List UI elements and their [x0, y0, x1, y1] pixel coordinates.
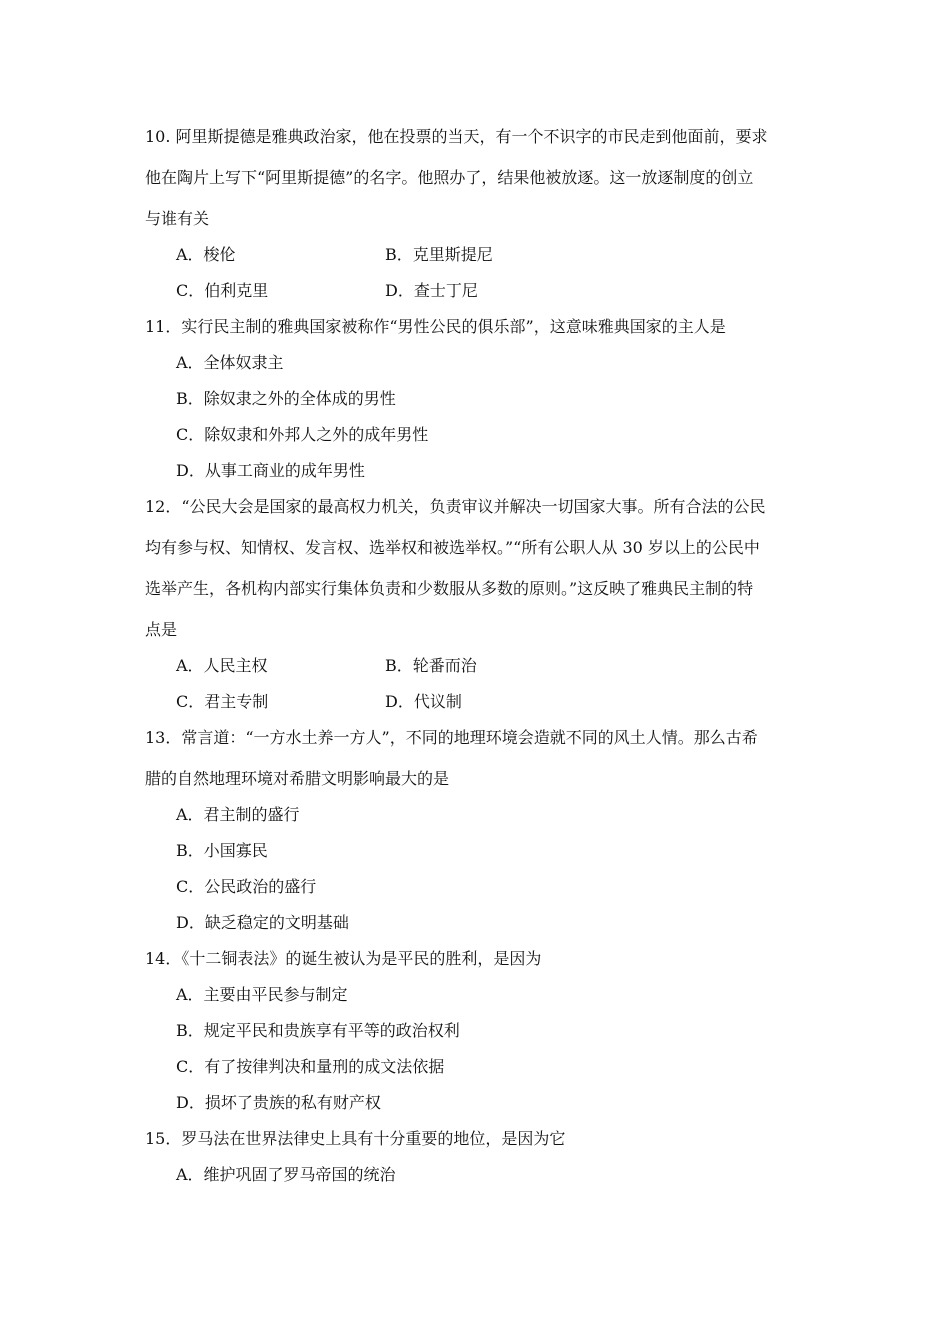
question-12-option-a: A．人民主权 — [176, 656, 268, 675]
question-11-option-d: D．从事工商业的成年男性 — [176, 461, 365, 480]
question-12-stem-line-4: 点是 — [145, 620, 178, 639]
question-10-option-a: A．梭伦 — [176, 245, 236, 264]
question-10-option-d: D．查士丁尼 — [385, 281, 478, 300]
question-12-option-d: D．代议制 — [385, 692, 462, 711]
question-15-stem-line-1: 15．罗马法在世界法律史上具有十分重要的地位，是因为它 — [145, 1129, 566, 1148]
question-13-option-d: D．缺乏稳定的文明基础 — [176, 913, 349, 932]
question-14-option-d: D．损坏了贵族的私有财产权 — [176, 1093, 381, 1112]
question-12-stem-line-1: 12．“公民大会是国家的最高权力机关，负责审议并解决一切国家大事。所有合法的公民 — [145, 497, 766, 516]
question-14-stem-line-1: 14．《十二铜表法》的诞生被认为是平民的胜利，是因为 — [145, 949, 542, 968]
question-13-option-c: C．公民政治的盛行 — [176, 877, 317, 896]
question-13-stem-line-1: 13．常言道：“一方水土养一方人”，不同的地理环境会造就不同的风土人情。那么古希 — [145, 728, 758, 747]
question-10-stem-line-1: 10. 阿里斯提德是雅典政治家，他在投票的当天，有一个不识字的市民走到他面前，要求 — [145, 127, 768, 146]
question-13-stem-line-2: 腊的自然地理环境对希腊文明影响最大的是 — [145, 769, 450, 788]
question-14-option-a: A．主要由平民参与制定 — [176, 985, 348, 1004]
question-10-option-b: B．克里斯提尼 — [385, 245, 493, 264]
question-13-option-b: B．小国寡民 — [176, 841, 268, 860]
question-11-option-a: A．全体奴隶主 — [176, 353, 284, 372]
question-13-option-a: A．君主制的盛行 — [176, 805, 300, 824]
question-12-stem-line-2: 均有参与权、知情权、发言权、选举权和被选举权。”“所有公职人从 30 岁以上的公民中 — [145, 538, 760, 557]
question-12-option-c: C．君主专制 — [176, 692, 269, 711]
question-11-option-c: C．除奴隶和外邦人之外的成年男性 — [176, 425, 429, 444]
question-15-option-a: A．维护巩固了罗马帝国的统治 — [176, 1165, 396, 1184]
question-12-stem-line-3: 选举产生，各机构内部实行集体负责和少数服从多数的原则。”这反映了雅典民主制的特 — [145, 579, 754, 598]
question-14-option-c: C．有了按律判决和量刑的成文法依据 — [176, 1057, 445, 1076]
question-10-stem-line-3: 与谁有关 — [145, 209, 210, 228]
question-10-stem-line-2: 他在陶片上写下“阿里斯提德”的名字。他照办了，结果他被放逐。这一放逐制度的创立 — [145, 168, 754, 187]
question-14-option-b: B．规定平民和贵族享有平等的政治权利 — [176, 1021, 460, 1040]
question-11-option-b: B．除奴隶之外的全体成的男性 — [176, 389, 396, 408]
question-11-stem-line-1: 11．实行民主制的雅典国家被称作“男性公民的俱乐部”，这意味雅典国家的主人是 — [145, 317, 726, 336]
question-10-option-c: C．伯利克里 — [176, 281, 269, 300]
question-12-option-b: B．轮番而治 — [385, 656, 477, 675]
